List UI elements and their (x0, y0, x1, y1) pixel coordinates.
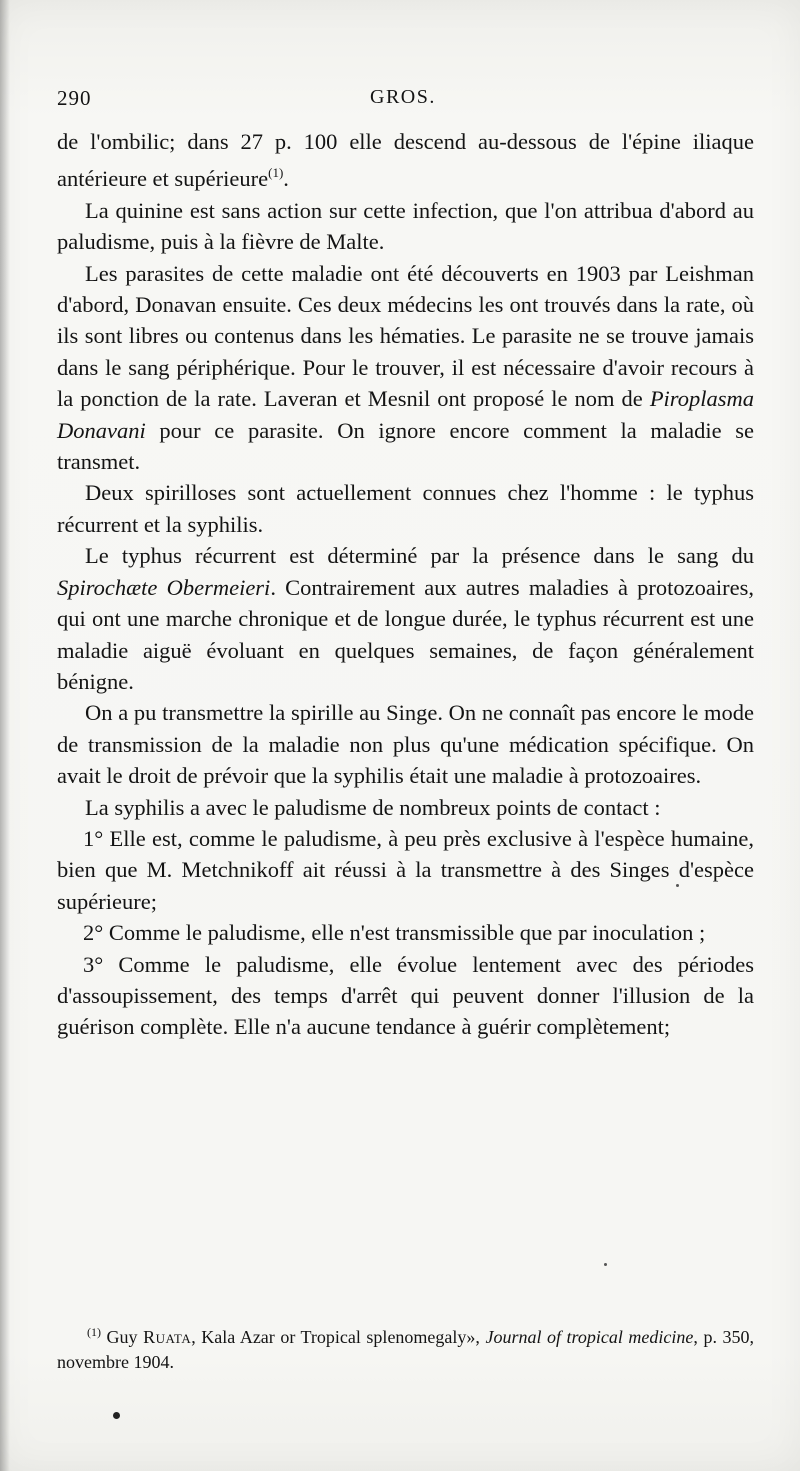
page-number: 290 (57, 86, 92, 110)
body-text (57, 126, 754, 1043)
running-head: GROS. (370, 86, 436, 108)
species-name: Piroplasma Donavani (57, 386, 754, 443)
paragraph-3: Les parasites de cette maladie ont été découverts en 1903 par Leishman d'abord, Donavan ensuite. Ces deux médecins les ont trouvés dans la rate, où ils sont libres ou contenus dans les hématies. Le parasite ne se trouve jamais dans le sang périphérique. Pour le trouver, il est nécessaire d'avoir recours à la ponction de la rate. Laveran et Mesnil ont proposé le nom de Piroplasma Donavani pour ce parasite. On ignore encore comment la maladie se transmet. (57, 260, 754, 475)
ink-speck (604, 1263, 607, 1266)
paragraph-4: Deux spirilloses sont actuellement connues chez l'homme : le typhus récurrent et la syphilis. (57, 480, 754, 537)
footnote-journal: Journal of tropical medicine (485, 1327, 694, 1347)
footnotes (57, 1320, 754, 1375)
list-item-3: 3° Comme le paludisme, elle évolue lentement avec des périodes d'assoupissement, des temps d'arrêt qui peuvent donner l'illusion de la guérison complète. Elle n'a aucune tendance à guérir complètement; (57, 951, 754, 1040)
list-item-1: 1° Elle est, comme le paludisme, à peu près exclusive à l'espèce humaine, bien que M. Metchnikoff ait réussi à la transmettre à des Singes d'espèce supérieure; (57, 825, 754, 914)
footnote-author: Ruata (143, 1327, 192, 1347)
footnote-reference: (1) (268, 165, 284, 181)
paragraph-5: Le typhus récurrent est déterminé par la présence dans le sang du Spirochæte Obermeieri. Contrairement aux autres maladies à protozoaires, qui ont une marche chronique et de longue durée, le typhus récurrent est une maladie aiguë évoluant en quelques semaines, de façon généralement bénigne. (57, 543, 754, 694)
list-item-2: 2° Comme le paludisme, elle n'est transmissible que par inoculation ; (83, 920, 706, 946)
paragraph-1: de l'ombilic; dans 27 p. 100 elle descend au-dessous de l'épine iliaque antérieure et supérieure$^{(1)}$. (57, 129, 754, 192)
page-edge-shadow (0, 0, 10, 1471)
footnote-1: $^{(1)}$ Guy Ruata, Kala Azar or Tropical splenomegaly», Journal of tropical medicine, p. 350, novembre 1904. (57, 1325, 754, 1372)
paragraph-2: La quinine est sans action sur cette infection, que l'on attribua d'abord au paludisme, puis à la fièvre de Malte. (57, 197, 754, 255)
page-header (57, 86, 750, 116)
paragraph-7: La syphilis a avec le paludisme de nombreux points de contact : (85, 794, 661, 820)
footnote-mark: (1) (87, 1325, 101, 1339)
ink-dot (113, 1412, 120, 1419)
ink-speck (676, 884, 679, 887)
species-name: Spirochæte Obermeieri (57, 574, 271, 600)
paragraph-6: On a pu transmettre la spirille au Singe. On ne connaît pas encore le mode de transmission de la maladie non plus qu'une médication spécifique. On avait le droit de prévoir que la syphilis était une maladie à protozoaires. (57, 700, 754, 789)
